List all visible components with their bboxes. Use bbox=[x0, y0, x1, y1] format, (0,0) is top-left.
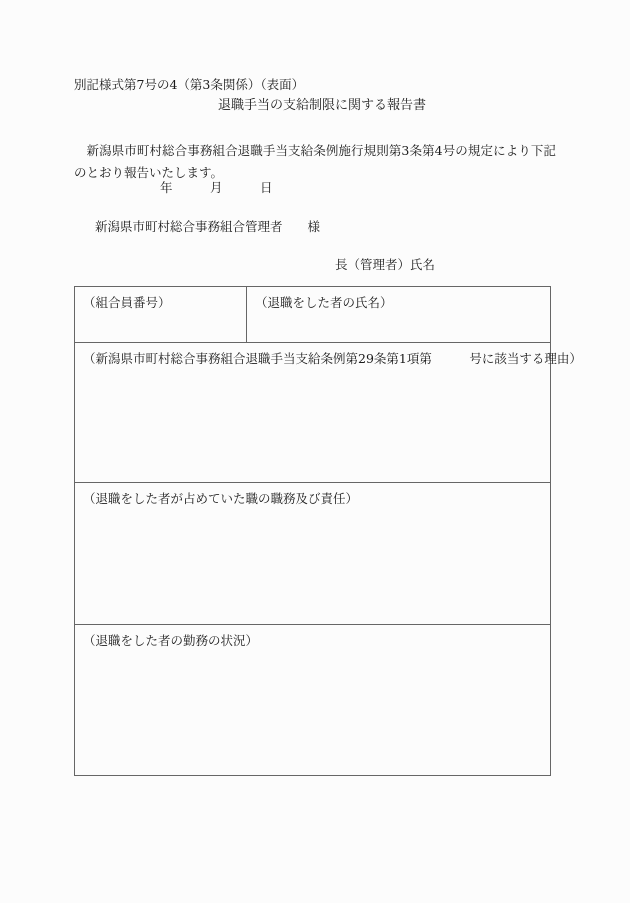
duties-label: （退職をした者が占めていた職の職務及び責任） bbox=[83, 491, 359, 506]
member-number-label: （組合員番号） bbox=[83, 295, 171, 310]
form-code: 別記様式第7号の4（第3条関係）（表面） bbox=[74, 77, 305, 92]
addressee-line: 新潟県市町村総合事務組合管理者 様 bbox=[95, 219, 321, 234]
date-line: 年 月 日 bbox=[160, 180, 273, 195]
member-number-cell[interactable] bbox=[75, 287, 247, 343]
table-row bbox=[75, 483, 551, 625]
reason-cell[interactable] bbox=[75, 343, 582, 483]
intro-paragraph: 新潟県市町村総合事務組合退職手当支給条例施行規則第3条第4号の規定により下記のとおり報告いたします。 bbox=[74, 143, 556, 180]
duties-cell[interactable] bbox=[75, 483, 551, 625]
service-cell[interactable] bbox=[75, 625, 551, 776]
table-row bbox=[75, 343, 551, 483]
retiree-name-cell[interactable] bbox=[247, 287, 551, 343]
reason-label: （新潟県市町村総合事務組合退職手当支給条例第29条第1項第 号に該当する理由） bbox=[83, 351, 582, 366]
signature-line: 長（管理者）氏名 bbox=[335, 257, 436, 272]
report-form-table bbox=[74, 286, 582, 776]
table-row bbox=[75, 625, 551, 776]
table-row bbox=[75, 287, 551, 343]
retiree-name-label: （退職をした者の氏名） bbox=[255, 295, 393, 310]
service-label: （退職をした者の勤務の状況） bbox=[83, 633, 259, 648]
page-title: 退職手当の支給制限に関する報告書 bbox=[218, 98, 427, 113]
